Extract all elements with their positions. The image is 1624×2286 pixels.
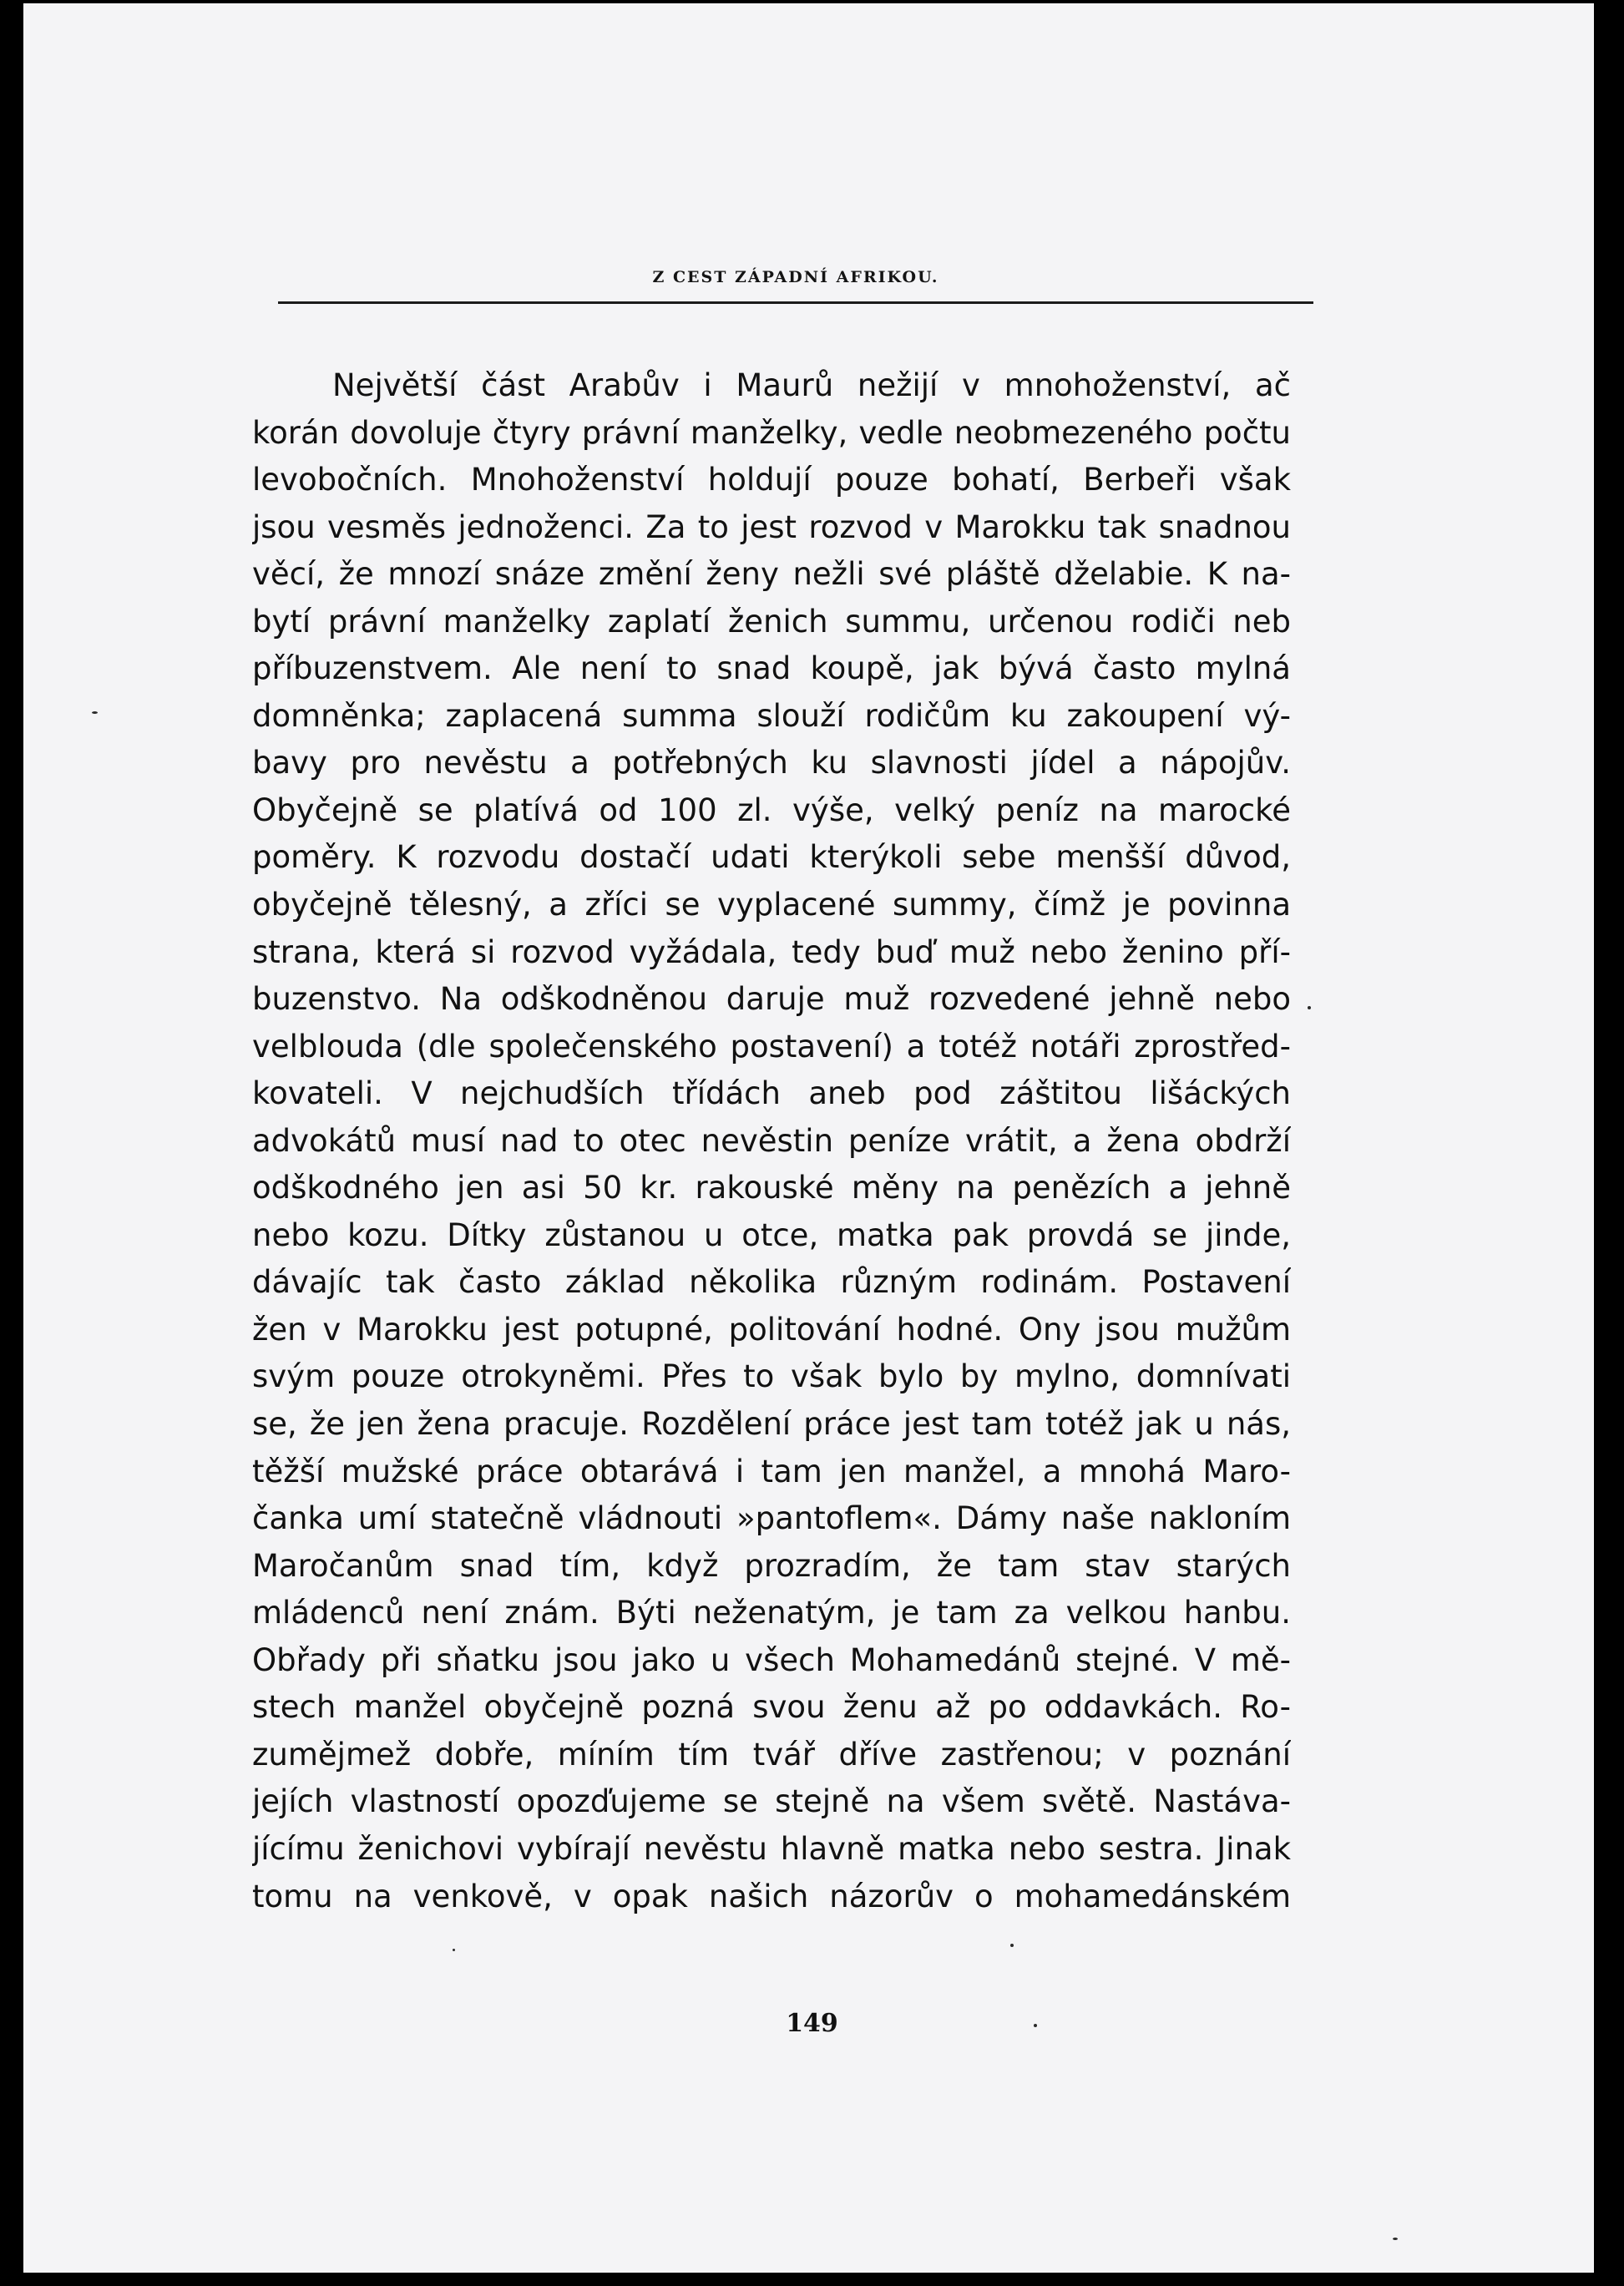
- text-line: Obřady při sňatku jsou jako u všech Mohamedánů stejné. V mě-: [252, 1641, 1291, 1678]
- text-line: mládenců není znám. Býti neženatým, je tam za velkou hanbu.: [252, 1595, 1291, 1631]
- text-line: zumějmež dobře, míním tím tvář dříve zastřenou; v poznání: [252, 1736, 1291, 1773]
- text-line: věcí, že mnozí snáze změní ženy nežli své pláště dželabie. K na-: [252, 556, 1291, 593]
- text-line: Maročanům snad tím, když prozradím, že tam stav starých: [252, 1547, 1291, 1584]
- text-line: Obyčejně se platívá od 100 zl. výše, velký peníz na marocké: [252, 792, 1291, 828]
- text-line: levobočních. Mnohoženství holdují pouze bohatí, Berbeři však: [252, 462, 1291, 498]
- scan-speck: [453, 1949, 455, 1951]
- text-line: se, že jen žena pracuje. Rozdělení práce jest tam totéž jak u nás,: [252, 1406, 1291, 1443]
- text-line: svým pouze otrokyněmi. Přes to však bylo by mylno, domnívati: [252, 1358, 1291, 1395]
- text-line: velblouda (dle společenského postavení) a totéž notáři zprostřed-: [252, 1028, 1291, 1065]
- text-line: jícímu ženichovi vybírají nevěstu hlavně matka nebo sestra. Jinak: [252, 1830, 1291, 1867]
- scan-speck: [1034, 2024, 1037, 2027]
- text-line: bavy pro nevěstu a potřebných ku slavnosti jídel a nápojův.: [252, 745, 1291, 781]
- page-number: 149: [786, 2009, 838, 2038]
- text-line: jsou vesměs jednoženci. Za to jest rozvod v Marokku tak snadnou: [252, 508, 1291, 545]
- body-paragraph: [252, 362, 1291, 1920]
- text-line: odškodného jen asi 50 kr. rakouské měny na penězích a jehně: [252, 1170, 1291, 1206]
- text-line: Největší část Arabův i Maurů nežijí v mnohoženství, ač: [332, 367, 1291, 403]
- scan-speck: [1010, 1944, 1014, 1947]
- scan-speck: [92, 711, 98, 714]
- text-line: tomu na venkově, v opak našich názorův o mohamedánském: [252, 1878, 1291, 1914]
- scan-speck: [1308, 1006, 1311, 1009]
- running-head: [278, 265, 1313, 304]
- text-line: buzenstvo. Na odškodněnou daruje muž rozvedené jehně nebo: [252, 981, 1291, 1018]
- running-head-title: Z CEST ZÁPADNÍ AFRIKOU.: [652, 268, 939, 286]
- text-line: strana, která si rozvod vyžádala, tedy buď muž nebo ženino pří-: [252, 933, 1291, 970]
- text-line: bytí právní manželky zaplatí ženich summu, určenou rodiči neb: [252, 603, 1291, 640]
- text-line: jejích vlastností opozďujeme se stejně na všem světě. Nastáva-: [252, 1783, 1291, 1820]
- text-line: korán dovoluje čtyry právní manželky, vedle neobmezeného počtu: [252, 414, 1291, 451]
- text-line: dávajíc tak často základ několika různým rodinám. Postavení: [252, 1264, 1291, 1301]
- text-line: kovateli. V nejchudších třídách aneb pod záštitou lišáckých: [252, 1075, 1291, 1112]
- text-line: domněnka; zaplacená summa slouží rodičům ku zakoupení vý-: [252, 697, 1291, 734]
- text-line: nebo kozu. Dítky zůstanou u otce, matka pak provdá se jinde,: [252, 1216, 1291, 1253]
- scan-edge-mark: [0, 0, 8, 317]
- text-line: žen v Marokku jest potupné, politování hodné. Ony jsou mužům: [252, 1311, 1291, 1348]
- text-line: poměry. K rozvodu dostačí udati kterýkoli sebe menšší důvod,: [252, 839, 1291, 876]
- text-line: příbuzenstvem. Ale není to snad koupě, jak bývá často mylná: [252, 650, 1291, 687]
- text-line: obyčejně tělesný, a zříci se vyplacené summy, čímž je povinna: [252, 887, 1291, 923]
- text-line: advokátů musí nad to otec nevěstin peníze vrátit, a žena obdrží: [252, 1122, 1291, 1159]
- text-line: čanka umí statečně vládnouti »pantoflem«. Dámy naše nakloním: [252, 1500, 1291, 1537]
- text-line: těžší mužské práce obtarává i tam jen manžel, a mnohá Maro-: [252, 1453, 1291, 1489]
- text-line: stech manžel obyčejně pozná svou ženu až po oddavkách. Ro-: [252, 1689, 1291, 1726]
- scan-speck: [1393, 2238, 1398, 2240]
